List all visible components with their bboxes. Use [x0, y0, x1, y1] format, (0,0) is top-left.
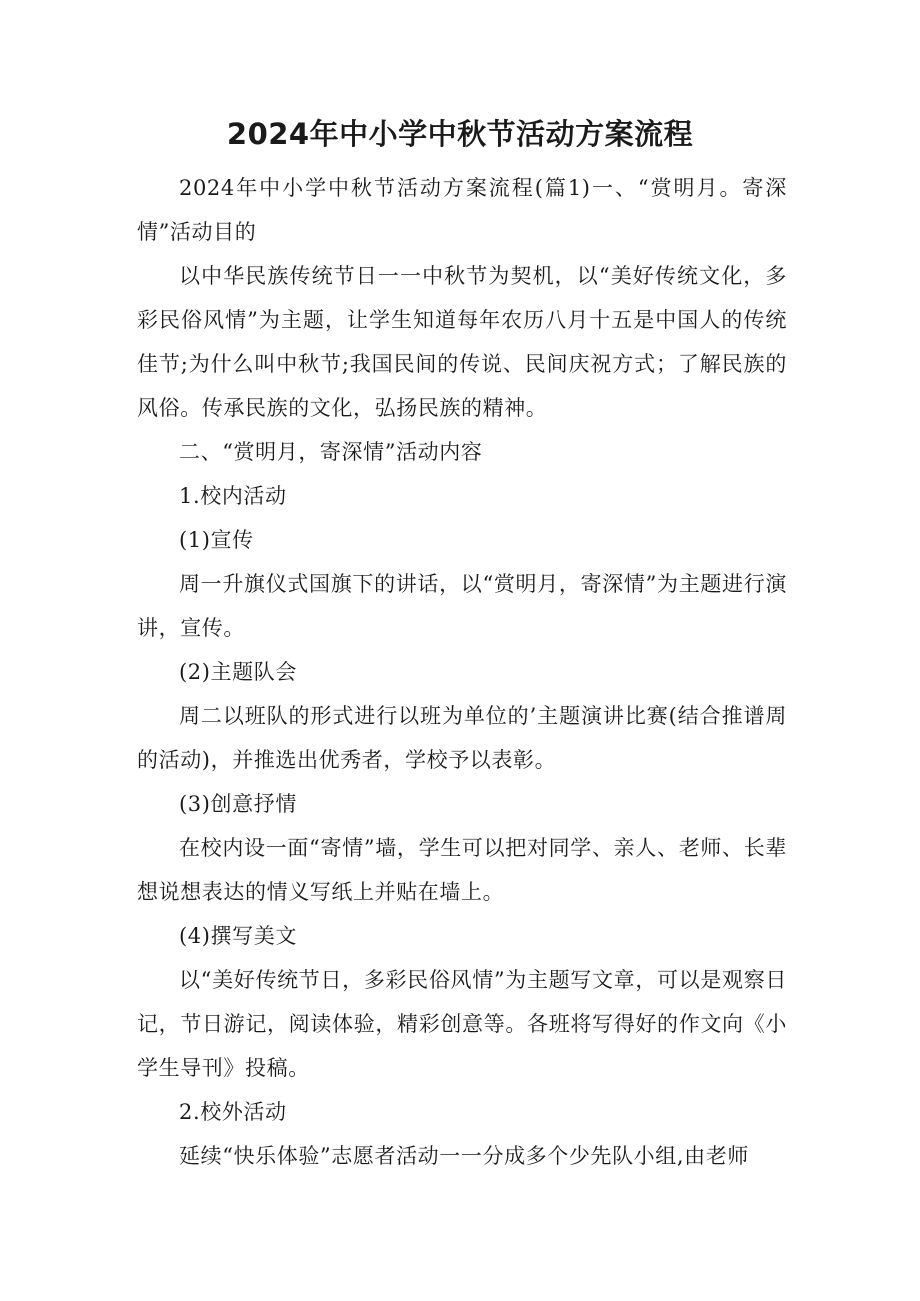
paragraph-intro: 2024年中小学中秋节活动方案流程(篇1)一、“赏明月。寄深情”活动目的: [137, 176, 787, 244]
section-heading-content: 二、“赏明月，寄深情”活动内容: [179, 440, 483, 464]
paragraph-volunteer: 延续“快乐体验”志愿者活动一一分成多个少先队小组,由老师: [179, 1144, 749, 1168]
document-body: [137, 166, 787, 1178]
document-title: 2024年中小学中秋节活动方案流程: [226, 117, 694, 151]
subheading-offcampus-activities: 2.校外活动: [179, 1100, 287, 1124]
item-heading-essay-writing: (4)撰写美文: [179, 924, 297, 948]
item-heading-publicity: (1)宣传: [179, 528, 254, 552]
paragraph-publicity: 周一升旗仪式国旗下的讲话，以“赏明月，寄深情”为主题进行演讲，宣传。: [137, 572, 787, 640]
subheading-campus-activities: 1.校内活动: [179, 484, 287, 508]
paragraph-essay-writing: 以“美好传统节日，多彩民俗风情”为主题写文章，可以是观察日记，节日游记，阅读体验，精彩创意等。各班将写得好的作文向《小学生导刊》投稿。: [137, 968, 787, 1080]
paragraph-purpose: 以中华民族传统节日一一中秋节为契机，以“美好传统文化，多彩民俗风情”为主题，让学生知道每年农历八月十五是中国人的传统佳节;为什么叫中秋节;我国民间的传说、民间庆祝方式；了解民族的风俗。传承民族的文化，弘扬民族的精神。: [137, 264, 787, 420]
item-heading-creative-expression: (3)创意抒情: [179, 792, 297, 816]
item-heading-team-meeting: (2)主题队会: [179, 660, 297, 684]
paragraph-team-meeting: 周二以班队的形式进行以班为单位的’主题演讲比赛(结合推谱周的活动)，并推选出优秀者，学校予以表彰。: [137, 704, 787, 772]
paragraph-creative-expression: 在校内设一面“寄情”墙，学生可以把对同学、亲人、老师、长辈想说想表达的情义写纸上并贴在墙上。: [137, 836, 787, 904]
